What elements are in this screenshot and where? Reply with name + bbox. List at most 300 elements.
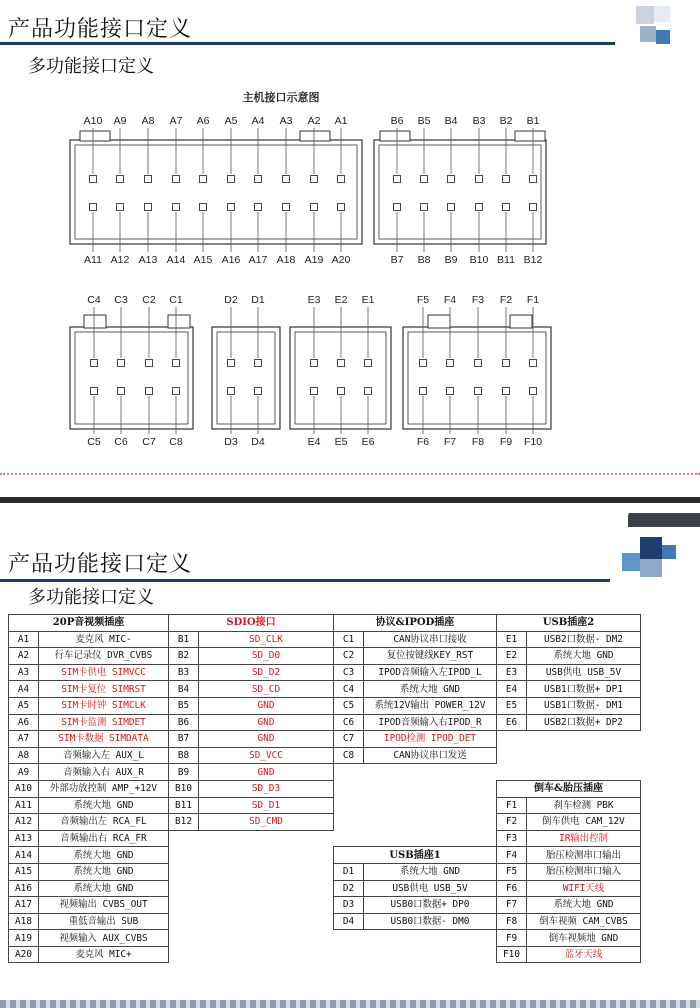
pin-square xyxy=(338,204,345,211)
pin-function: SD_CD xyxy=(199,681,334,698)
pin-id: B9 xyxy=(169,764,199,781)
pin-label-top: F1 xyxy=(526,294,540,306)
pin-label-top: E2 xyxy=(334,294,348,306)
pin-function: USB1口数据- DM1 xyxy=(527,697,641,714)
pin-label-top: D1 xyxy=(251,294,265,306)
pin-function: 系统大地 GND xyxy=(39,797,169,814)
pin-function: SD_D3 xyxy=(199,780,334,797)
pin-label-bottom: A13 xyxy=(138,254,158,266)
header-protocol-ipod: 协议&IPOD插座 xyxy=(334,615,497,632)
pin-square xyxy=(503,360,510,367)
pin-function: 系统大地 GND xyxy=(364,863,497,880)
pin-square xyxy=(476,204,483,211)
section-subtitle: 多功能接口定义 xyxy=(28,56,154,77)
pin-function: 复位按键线KEY_RST xyxy=(364,648,497,665)
pin-label-top: B3 xyxy=(472,115,486,127)
pin-square xyxy=(145,176,152,183)
pin-function: SD_CLK xyxy=(199,631,334,648)
empty-cell xyxy=(169,847,334,864)
pin-label-bottom: A14 xyxy=(166,254,186,266)
pin-square xyxy=(475,360,482,367)
pin-square xyxy=(228,176,235,183)
connector-a-housing xyxy=(70,140,362,244)
pin-function: CAN协议串口发送 xyxy=(364,747,497,764)
table-header-row xyxy=(9,615,641,632)
pin-label-top: C4 xyxy=(87,294,101,306)
pin-id: F6 xyxy=(497,880,527,897)
empty-cell xyxy=(334,830,497,847)
connector-d-inner-frame xyxy=(217,332,275,424)
pin-id: C5 xyxy=(334,697,364,714)
connector-b-inner-frame xyxy=(379,145,541,239)
pin-function: CAN协议串口接收 xyxy=(364,631,497,648)
pin-function: 系统大地 GND xyxy=(39,863,169,880)
pin-id: B5 xyxy=(169,697,199,714)
table-row xyxy=(9,714,641,731)
pin-id: C7 xyxy=(334,731,364,748)
pin-label-bottom: A18 xyxy=(276,254,296,266)
connector-a-inner-frame xyxy=(75,145,357,239)
empty-cell xyxy=(169,930,334,947)
connector-a-key-tab xyxy=(300,131,330,141)
pin-function: 麦克风 MIC+ xyxy=(39,946,169,963)
pin-id: C8 xyxy=(334,747,364,764)
table-row xyxy=(9,664,641,681)
header-usb1: USB插座1 xyxy=(334,847,497,864)
table-row xyxy=(9,780,641,797)
pin-label-top: B4 xyxy=(444,115,458,127)
empty-cell xyxy=(497,731,641,748)
table-row xyxy=(9,830,641,847)
pin-label-bottom: F8 xyxy=(471,436,485,448)
pin-function: GND xyxy=(199,764,334,781)
pin-square xyxy=(420,360,427,367)
connector-e-housing xyxy=(290,327,391,429)
pin-label-top: A2 xyxy=(307,115,321,127)
pin-label-bottom: F10 xyxy=(523,436,543,448)
pin-square xyxy=(118,360,125,367)
empty-cell xyxy=(334,814,497,831)
pin-square xyxy=(530,176,537,183)
empty-cell xyxy=(169,913,334,930)
pin-function: 音频输入右 AUX_R xyxy=(39,764,169,781)
empty-cell xyxy=(169,897,334,914)
pin-square xyxy=(283,176,290,183)
empty-cell xyxy=(169,830,334,847)
connector-f-key-tab xyxy=(510,315,532,328)
pin-label-bottom: B7 xyxy=(390,254,404,266)
pin-id: A13 xyxy=(9,830,39,847)
pin-label-top: A1 xyxy=(334,115,348,127)
pin-square xyxy=(173,360,180,367)
pin-label-top: A10 xyxy=(83,115,103,127)
empty-cell xyxy=(169,863,334,880)
pin-square xyxy=(338,176,345,183)
pin-function: SD_D2 xyxy=(199,664,334,681)
pin-id: E2 xyxy=(497,648,527,665)
empty-cell xyxy=(334,930,497,947)
pin-id: C3 xyxy=(334,664,364,681)
table-row xyxy=(9,880,641,897)
pin-square xyxy=(394,176,401,183)
pin-id: A10 xyxy=(9,780,39,797)
pin-id: D4 xyxy=(334,913,364,930)
pin-function: 外部功放控制 AMP_+12V xyxy=(39,780,169,797)
pin-square xyxy=(447,388,454,395)
pin-id: C6 xyxy=(334,714,364,731)
pin-square xyxy=(255,388,262,395)
pin-square xyxy=(421,176,428,183)
pin-square xyxy=(146,360,153,367)
pin-square xyxy=(91,388,98,395)
pin-id: A9 xyxy=(9,764,39,781)
pin-id: E5 xyxy=(497,697,527,714)
pin-id: E6 xyxy=(497,714,527,731)
page-title: 产品功能接口定义 xyxy=(8,17,193,42)
pin-label-bottom: A11 xyxy=(84,254,102,266)
pin-id: A20 xyxy=(9,946,39,963)
pin-label-top: A4 xyxy=(251,115,265,127)
pin-function: SD_VCC xyxy=(199,747,334,764)
pin-label-bottom: B10 xyxy=(469,254,489,266)
pin-square xyxy=(448,204,455,211)
pin-label-bottom: C8 xyxy=(169,436,183,448)
pin-label-bottom: A15 xyxy=(193,254,213,266)
pin-square xyxy=(311,360,318,367)
pin-label-bottom: C7 xyxy=(142,436,156,448)
connector-a-key-tab xyxy=(80,131,110,141)
pin-function: 音频输入左 AUX_L xyxy=(39,747,169,764)
pin-square xyxy=(338,360,345,367)
pin-id: A16 xyxy=(9,880,39,897)
pin-function: GND xyxy=(199,731,334,748)
pin-id: B6 xyxy=(169,714,199,731)
pin-label-bottom: B11 xyxy=(497,254,515,266)
pin-square xyxy=(420,388,427,395)
divider-bar xyxy=(0,497,700,503)
pin-id: A4 xyxy=(9,681,39,698)
pin-id: B8 xyxy=(169,747,199,764)
pin-function: SIM卡数据 SIMDATA xyxy=(39,731,169,748)
pin-square xyxy=(283,204,290,211)
pin-id: B1 xyxy=(169,631,199,648)
pin-definition-table xyxy=(8,614,641,963)
pin-id: F2 xyxy=(497,814,527,831)
pin-id: F4 xyxy=(497,847,527,864)
pin-id: B4 xyxy=(169,681,199,698)
pin-id: A7 xyxy=(9,731,39,748)
pin-label-bottom: B9 xyxy=(444,254,458,266)
pin-function: SIM卡复位 SIMRST xyxy=(39,681,169,698)
pin-id: E1 xyxy=(497,631,527,648)
pin-function: 刹车检测 PBK xyxy=(527,797,641,814)
connector-f-housing xyxy=(403,327,551,429)
pin-id: F1 xyxy=(497,797,527,814)
pin-square xyxy=(530,360,537,367)
pin-function: 系统大地 GND xyxy=(527,897,641,914)
pin-id: F3 xyxy=(497,830,527,847)
pin-id: D1 xyxy=(334,863,364,880)
diagram-caption: 主机接口示意图 xyxy=(242,91,320,104)
table-row xyxy=(9,747,641,764)
pin-label-bottom: F9 xyxy=(499,436,513,448)
pin-label-top: A8 xyxy=(141,115,155,127)
pin-square xyxy=(255,204,262,211)
pin-square xyxy=(530,388,537,395)
pin-id: A12 xyxy=(9,814,39,831)
pin-square xyxy=(255,360,262,367)
pin-id: A19 xyxy=(9,930,39,947)
pin-id: B11 xyxy=(169,797,199,814)
pin-label-top: C3 xyxy=(114,294,128,306)
pin-function: 麦克风 MIC- xyxy=(39,631,169,648)
pin-function: 系统大地 GND xyxy=(39,847,169,864)
pin-square xyxy=(365,360,372,367)
pin-label-bottom: E5 xyxy=(334,436,348,448)
pin-id: A18 xyxy=(9,913,39,930)
pin-function: 视频输入 AUX_CVBS xyxy=(39,930,169,947)
pin-label-top: F3 xyxy=(471,294,485,306)
pin-id: B12 xyxy=(169,814,199,831)
pin-id: C2 xyxy=(334,648,364,665)
table-row xyxy=(9,697,641,714)
pin-square xyxy=(503,204,510,211)
next-slide-edge xyxy=(0,1000,700,1008)
pin-square xyxy=(173,388,180,395)
pin-square xyxy=(338,388,345,395)
table-row xyxy=(9,797,641,814)
table-row xyxy=(9,764,641,781)
pin-label-bottom: F7 xyxy=(443,436,457,448)
header-sdio: SDIO接口 xyxy=(169,615,334,632)
pin-square xyxy=(90,176,97,183)
pin-label-bottom: D3 xyxy=(224,436,238,448)
pin-label-bottom: C6 xyxy=(114,436,128,448)
pin-square xyxy=(476,176,483,183)
pin-function: USB0口数据- DM0 xyxy=(364,913,497,930)
pin-label-top: A9 xyxy=(113,115,127,127)
connector-c-key-tab xyxy=(84,315,106,328)
pin-square xyxy=(200,176,207,183)
pin-function: USB2口数据- DM2 xyxy=(527,631,641,648)
pin-function: SIM卡时钟 SIMCLK xyxy=(39,697,169,714)
pin-function: 胎压检测串口输出 xyxy=(527,847,641,864)
pin-label-top: F5 xyxy=(416,294,430,306)
pin-label-top: E3 xyxy=(307,294,321,306)
pin-square xyxy=(117,176,124,183)
connector-b-key-tab xyxy=(380,131,410,141)
connector-b-key-tab xyxy=(515,131,545,141)
pin-square xyxy=(91,360,98,367)
connector-diagram xyxy=(0,85,700,465)
pin-label-top: B5 xyxy=(417,115,431,127)
pin-id: F8 xyxy=(497,913,527,930)
empty-cell xyxy=(169,946,334,963)
divider-dotted xyxy=(0,473,700,475)
pin-function: IR输出控制 xyxy=(527,830,641,847)
pin-id: B7 xyxy=(169,731,199,748)
pin-label-bottom: A16 xyxy=(221,254,241,266)
pin-function: GND xyxy=(199,697,334,714)
pin-function: IPOD音频输入左IPOD_L xyxy=(364,664,497,681)
table-row xyxy=(9,913,641,930)
pin-square xyxy=(145,204,152,211)
header-usb2: USB插座2 xyxy=(497,615,641,632)
connector-c-housing xyxy=(70,327,193,429)
table-row xyxy=(9,847,641,864)
pin-square xyxy=(228,204,235,211)
pin-function: 音频输出右 RCA_FR xyxy=(39,830,169,847)
pin-label-bottom: E6 xyxy=(361,436,375,448)
pin-id: A3 xyxy=(9,664,39,681)
pin-label-bottom: D4 xyxy=(251,436,265,448)
empty-cell xyxy=(497,747,641,764)
pin-id: A14 xyxy=(9,847,39,864)
pin-label-top: A3 xyxy=(279,115,293,127)
connector-d-housing xyxy=(212,327,280,429)
pin-square xyxy=(200,204,207,211)
table-row xyxy=(9,731,641,748)
pin-id: A1 xyxy=(9,631,39,648)
pin-function: 行车记录仪 DVR_CVBS xyxy=(39,648,169,665)
page-title: 产品功能接口定义 xyxy=(8,552,193,577)
table-row xyxy=(9,631,641,648)
pin-id: E4 xyxy=(497,681,527,698)
pin-id: A2 xyxy=(9,648,39,665)
pin-label-top: B2 xyxy=(499,115,513,127)
table-row xyxy=(9,681,641,698)
pin-square xyxy=(475,388,482,395)
section-subtitle: 多功能接口定义 xyxy=(28,587,154,608)
connector-f-inner-frame xyxy=(408,332,546,424)
pin-function: 倒车视频 CAM_CVBS xyxy=(527,913,641,930)
pin-function: USB0口数据+ DP0 xyxy=(364,897,497,914)
pin-function: WIFI天线 xyxy=(527,880,641,897)
pin-label-top: D2 xyxy=(224,294,238,306)
header-av-socket: 20P音视频插座 xyxy=(9,615,169,632)
slide-connector-diagram xyxy=(0,0,700,482)
empty-cell xyxy=(334,764,497,781)
pin-id: A5 xyxy=(9,697,39,714)
empty-cell xyxy=(334,946,497,963)
pin-label-bottom: A19 xyxy=(304,254,324,266)
pin-square xyxy=(365,388,372,395)
pin-function: 系统大地 GND xyxy=(527,648,641,665)
pin-id: C1 xyxy=(334,631,364,648)
pin-function: 胎压检测串口输入 xyxy=(527,863,641,880)
table-row xyxy=(9,863,641,880)
pin-id: B3 xyxy=(169,664,199,681)
pin-function: 系统12V输出 POWER_12V xyxy=(364,697,497,714)
pin-function: 音频输出左 RCA_FL xyxy=(39,814,169,831)
pin-square xyxy=(311,388,318,395)
pin-label-top: F2 xyxy=(499,294,513,306)
pin-square xyxy=(394,204,401,211)
pin-function: 蓝牙天线 xyxy=(527,946,641,963)
pin-square xyxy=(255,176,262,183)
pin-label-top: A6 xyxy=(196,115,210,127)
pin-label-bottom: F6 xyxy=(416,436,430,448)
pin-square xyxy=(421,204,428,211)
pin-function: IPOD音频输入右IPOD_R xyxy=(364,714,497,731)
pin-id: A17 xyxy=(9,897,39,914)
pin-function: 视频输出 CVBS_OUT xyxy=(39,897,169,914)
pin-square xyxy=(530,204,537,211)
pin-label-bottom: E4 xyxy=(307,436,321,448)
pin-id: F10 xyxy=(497,946,527,963)
pin-function: USB2口数据+ DP2 xyxy=(527,714,641,731)
pin-label-top: A7 xyxy=(169,115,183,127)
empty-cell xyxy=(169,880,334,897)
pin-label-bottom: A12 xyxy=(110,254,130,266)
pin-function: SD_CMD xyxy=(199,814,334,831)
pin-id: B10 xyxy=(169,780,199,797)
pin-function: 倒车供电 CAM_12V xyxy=(527,814,641,831)
pin-label-bottom: A17 xyxy=(248,254,268,266)
pin-square xyxy=(311,176,318,183)
pin-square xyxy=(503,388,510,395)
connector-f-key-tab xyxy=(428,315,450,328)
connector-b-housing xyxy=(374,140,546,244)
pin-function: SIM卡监测 SIMDET xyxy=(39,714,169,731)
pin-id: F9 xyxy=(497,930,527,947)
pin-label-bottom: B8 xyxy=(417,254,431,266)
pin-id: E3 xyxy=(497,664,527,681)
pin-function: GND xyxy=(199,714,334,731)
empty-cell xyxy=(497,764,641,781)
empty-cell xyxy=(334,797,497,814)
pin-square xyxy=(447,360,454,367)
pin-id: D3 xyxy=(334,897,364,914)
table-row xyxy=(9,897,641,914)
pin-id: A15 xyxy=(9,863,39,880)
pin-square xyxy=(503,176,510,183)
pin-square xyxy=(228,360,235,367)
table-row xyxy=(9,946,641,963)
pin-function: SIM卡供电 SIMVCC xyxy=(39,664,169,681)
empty-cell xyxy=(334,780,497,797)
pin-square xyxy=(173,176,180,183)
connector-c-inner-frame xyxy=(75,332,188,424)
pin-label-top: C1 xyxy=(169,294,183,306)
pin-label-top: C2 xyxy=(142,294,156,306)
pin-square xyxy=(90,204,97,211)
pin-id: F5 xyxy=(497,863,527,880)
pin-function: USB供电 USB_5V xyxy=(527,664,641,681)
connector-e-inner-frame xyxy=(295,332,386,424)
pin-function: USB1口数据+ DP1 xyxy=(527,681,641,698)
pin-function: SD_D1 xyxy=(199,797,334,814)
pin-label-top: B6 xyxy=(390,115,404,127)
table-row xyxy=(9,648,641,665)
pin-label-top: A5 xyxy=(224,115,238,127)
pin-square xyxy=(311,204,318,211)
pin-function: IPOD检测 IPOD_DET xyxy=(364,731,497,748)
pin-function: 系统大地 GND xyxy=(364,681,497,698)
pin-id: A11 xyxy=(9,797,39,814)
header-reverse-tpms: 倒车&胎压插座 xyxy=(497,780,641,797)
connector-c-key-tab xyxy=(168,315,190,328)
pin-id: B2 xyxy=(169,648,199,665)
pin-label-top: E1 xyxy=(361,294,375,306)
pin-label-bottom: C5 xyxy=(87,436,101,448)
title-underline xyxy=(0,579,610,582)
pin-square xyxy=(118,388,125,395)
pin-function: 重低音输出 SUB xyxy=(39,913,169,930)
pin-function: 系统大地 GND xyxy=(39,880,169,897)
pin-function: USB供电 USB_5V xyxy=(364,880,497,897)
pin-id: A6 xyxy=(9,714,39,731)
